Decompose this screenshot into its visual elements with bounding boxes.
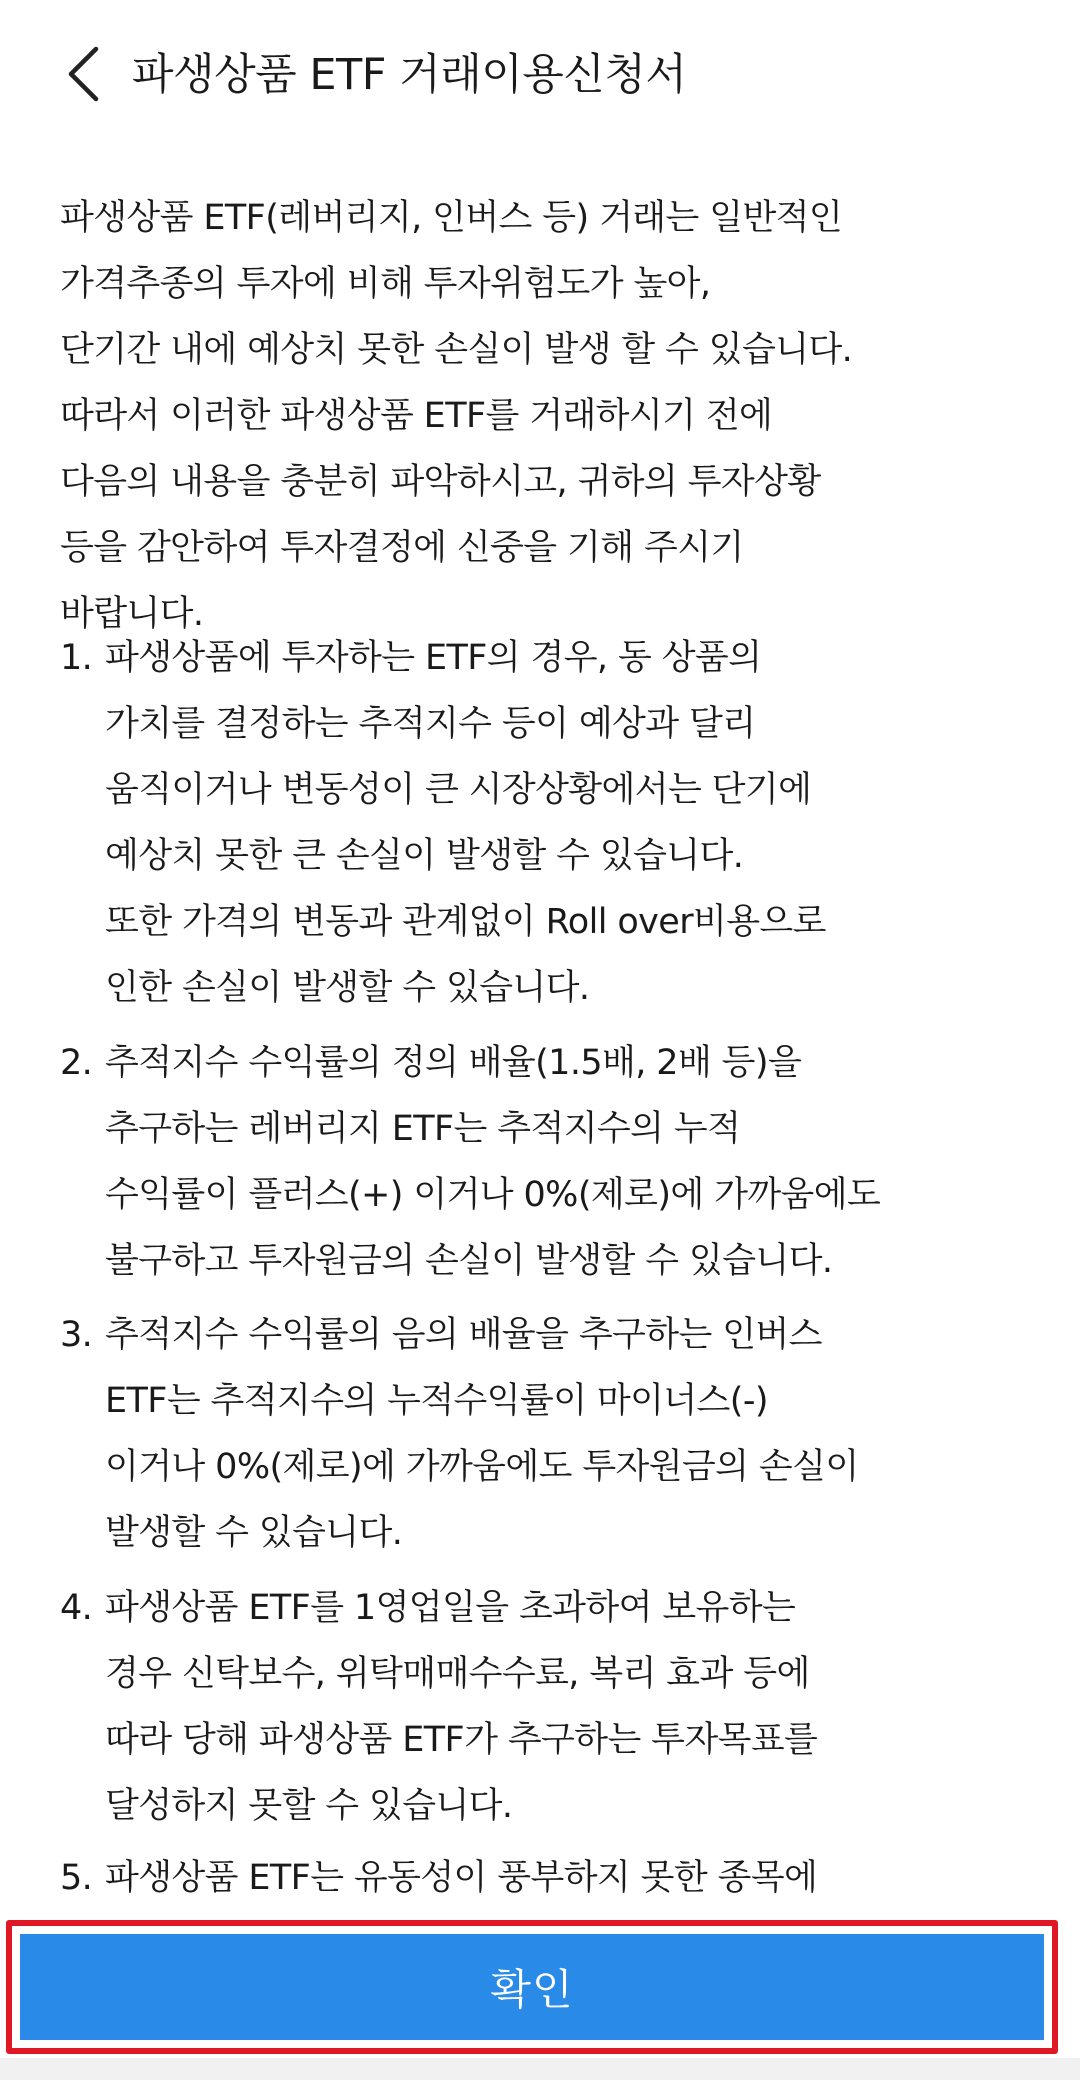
clause-body <box>105 1575 817 1839</box>
clause-line: 파생상품 ETF는 유동성이 풍부하지 못한 종목에 <box>105 1858 818 1898</box>
clause-line: 또한 가격의 변동과 관계없이 Roll over비용으로 <box>105 902 826 942</box>
clause-line: 경우 신탁보수, 위탁매매수수료, 복리 효과 등에 <box>105 1654 810 1694</box>
clause-number: 3. <box>60 1315 93 1355</box>
clause-line: 가치를 결정하는 추적지수 등이 예상과 달리 <box>105 704 756 744</box>
clause-line: 따라 당해 파생상품 ETF가 추구하는 투자목표를 <box>105 1720 818 1760</box>
clause-body <box>105 1302 859 1566</box>
intro-line: 바랍니다. <box>60 594 204 634</box>
clause-line: 수익률이 플러스(+) 이거나 0%(제로)에 가까움에도 <box>105 1175 881 1215</box>
clause-line: 인한 손실이 발생할 수 있습니다. <box>105 968 590 1008</box>
page-title: 파생상품 ETF 거래이용신청서 <box>132 50 687 100</box>
confirm-button[interactable]: 확인 <box>20 1934 1044 2040</box>
intro-line: 가격추종의 투자에 비해 투자위험도가 높아, <box>60 264 711 304</box>
clause-line: 발생할 수 있습니다. <box>105 1513 403 1553</box>
agreement-content[interactable] <box>0 150 1080 1922</box>
clause-body <box>105 625 826 1021</box>
clause-line: 달성하지 못할 수 있습니다. <box>105 1786 513 1826</box>
intro-line: 단기간 내에 예상치 못한 손실이 발생 할 수 있습니다. <box>60 330 853 370</box>
intro-line: 다음의 내용을 충분히 파악하시고, 귀하의 투자상황 <box>60 462 821 502</box>
clause-line: 추적지수 수익률의 정의 배율(1.5배, 2배 등)을 <box>105 1043 802 1083</box>
clause-number: 2. <box>60 1043 93 1083</box>
clause-line: 예상치 못한 큰 손실이 발생할 수 있습니다. <box>105 836 744 876</box>
chevron-left-icon <box>66 46 100 102</box>
back-button[interactable] <box>48 38 118 110</box>
intro-paragraph <box>60 185 1040 647</box>
clause-number: 4. <box>60 1588 93 1628</box>
clause-body <box>105 1030 880 1294</box>
intro-line: 파생상품 ETF(레버리지, 인버스 등) 거래는 일반적인 <box>60 198 843 238</box>
clause-line: 추구하는 레버리지 ETF는 추적지수의 누적 <box>105 1109 741 1149</box>
clause-line: ETF는 추적지수의 누적수익률이 마이너스(-) <box>105 1381 768 1421</box>
clause-body <box>105 1845 817 1911</box>
confirm-highlight-frame <box>6 1920 1058 2054</box>
clause-line: 움직이거나 변동성이 큰 시장상황에서는 단기에 <box>105 770 812 810</box>
clause-number: 1. <box>60 638 93 678</box>
intro-line: 등을 감안하여 투자결정에 신중을 기해 주시기 <box>60 528 744 568</box>
clause-line: 추적지수 수익률의 음의 배율을 추구하는 인버스 <box>105 1315 822 1355</box>
clause-line: 파생상품에 투자하는 ETF의 경우, 동 상품의 <box>105 638 762 678</box>
bottom-strip <box>0 2058 1080 2080</box>
app-header <box>0 0 1080 150</box>
footer-bar <box>0 1920 1080 2080</box>
clause-line: 불구하고 투자원금의 손실이 발생할 수 있습니다. <box>105 1241 833 1281</box>
clause-line: 이거나 0%(제로)에 가까움에도 투자원금의 손실이 <box>105 1447 859 1487</box>
clause-line: 파생상품 ETF를 1영업일을 초과하여 보유하는 <box>105 1588 796 1628</box>
clause-number: 5. <box>60 1858 93 1898</box>
intro-line: 따라서 이러한 파생상품 ETF를 거래하시기 전에 <box>60 396 773 436</box>
